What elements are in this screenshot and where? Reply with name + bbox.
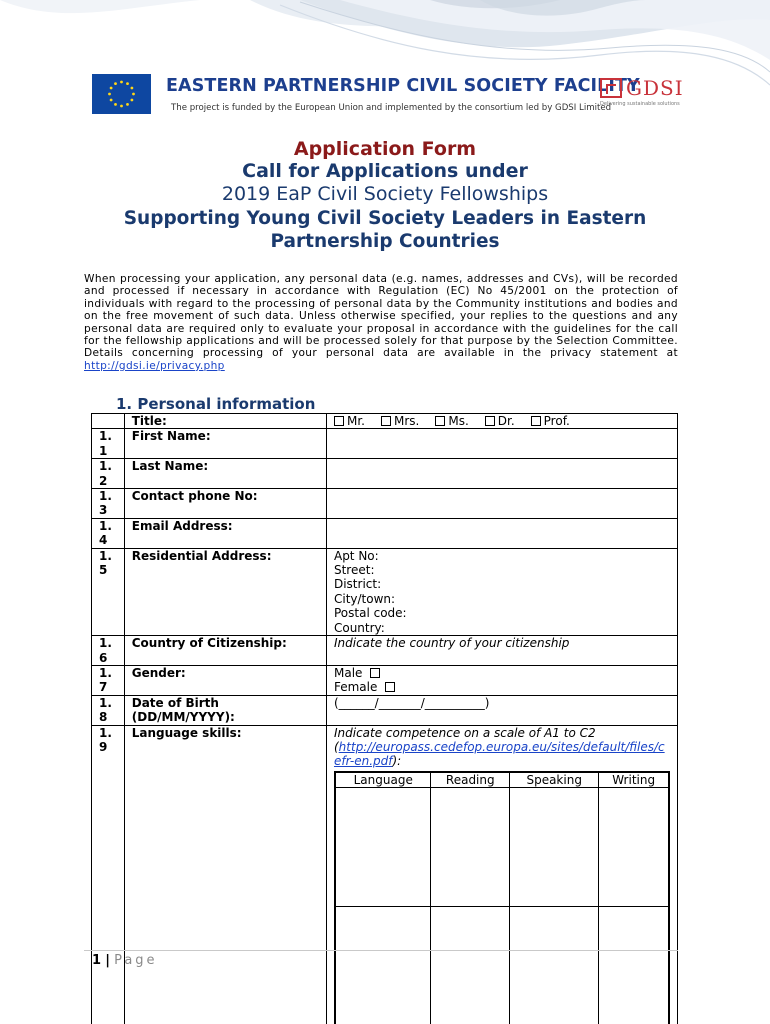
row-number: 1. 3 <box>92 489 125 519</box>
language-cell[interactable] <box>335 788 431 907</box>
table-row <box>92 665 678 695</box>
gender-option-male[interactable]: Male <box>334 666 670 680</box>
table-row <box>92 695 678 725</box>
row-number: 1. 1 <box>92 429 125 459</box>
address-field[interactable] <box>326 548 677 635</box>
table-row <box>92 518 678 548</box>
citizenship-label: Country of Citizenship: <box>124 636 326 666</box>
row-number: 1. 6 <box>92 636 125 666</box>
last-name-label: Last Name: <box>124 459 326 489</box>
privacy-link[interactable]: http://gdsi.ie/privacy.php <box>84 359 225 372</box>
speaking-cell[interactable] <box>510 788 599 907</box>
table-row <box>92 429 678 459</box>
section-heading: 1. Personal information <box>116 395 316 413</box>
reading-cell[interactable] <box>431 907 510 1024</box>
table-row <box>92 725 678 1024</box>
gdsi-logo-text: GDSI <box>626 76 684 100</box>
title-option-mr[interactable]: Mr. <box>334 414 365 428</box>
phone-field[interactable] <box>326 489 677 519</box>
language-row <box>335 907 669 1024</box>
table-row <box>92 459 678 489</box>
language-label: Language skills: <box>124 725 326 1024</box>
language-table-header <box>335 772 669 788</box>
title-label: Title: <box>124 414 326 429</box>
writing-cell[interactable] <box>599 907 669 1024</box>
checkbox-icon[interactable] <box>531 416 541 426</box>
form-title: Application Form <box>293 138 477 160</box>
row-number: 1. 8 <box>92 695 125 725</box>
phone-label: Contact phone No: <box>124 489 326 519</box>
address-label: Residential Address: <box>124 548 326 635</box>
title-option-dr[interactable]: Dr. <box>485 414 515 428</box>
call-title: Call for Applications under <box>242 160 528 182</box>
title-option-ms[interactable]: Ms. <box>435 414 468 428</box>
gdsi-tagline: Delivering sustainable solutions <box>600 101 680 107</box>
address-apt: Apt No: <box>333 548 379 563</box>
column-header-language: Language <box>335 772 431 788</box>
checkbox-icon[interactable] <box>334 416 344 426</box>
language-cell[interactable] <box>335 907 431 1024</box>
language-hint: Indicate competence on a scale of A1 to C2 (http://europass.cedefop.europa.eu/sites/default/files/cefr-en.pdf): <box>333 725 665 769</box>
language-field <box>326 725 677 1024</box>
row-number: 1. 4 <box>92 518 125 548</box>
table-row <box>92 548 678 635</box>
row-number: 1. 2 <box>92 459 125 489</box>
last-name-field[interactable] <box>326 459 677 489</box>
citizenship-field[interactable]: Indicate the country of your citizenship <box>326 636 677 666</box>
privacy-notice-text: When processing your application, any personal data (e.g. names, addresses and CVs), will be recorded and processed if necessary in accordance with Regulation (EC) No 45/2001 on the protection of individuals with regard to the processing of personal data by the Community institutions and bodies and on the free movement of such data. Unless otherwise specified, your replies to the questions and any personal data are required only to evaluate your proposal in accordance with the guidelines for the call for the fellowship applications and will be processed solely for that purpose by the Selection Committee. Details concerning processing of your personal data are available in the privacy statement at <box>84 273 678 360</box>
gender-options <box>326 665 677 695</box>
personal-info-table <box>91 413 678 1024</box>
address-city: City/town: <box>333 591 396 606</box>
gdsi-mark-icon <box>600 78 622 98</box>
table-row <box>92 489 678 519</box>
column-header-reading: Reading <box>431 772 510 788</box>
footer-divider <box>84 950 678 951</box>
row-number: 1. 7 <box>92 665 125 695</box>
dob-label: Date of Birth (DD/MM/YYYY): <box>124 695 326 725</box>
address-street: Street: <box>333 563 375 578</box>
table-row <box>92 636 678 666</box>
privacy-notice <box>84 273 678 372</box>
page-number: 1 <box>92 953 102 968</box>
row-number: 1. 5 <box>92 548 125 635</box>
checkbox-icon[interactable] <box>485 416 495 426</box>
title-option-mrs[interactable]: Mrs. <box>381 414 419 428</box>
column-header-writing: Writing <box>599 772 669 788</box>
checkbox-icon[interactable] <box>381 416 391 426</box>
program-subtitle: Supporting Young Civil Society Leaders in Eastern Partnership Countries <box>123 208 647 252</box>
address-postal-code: Postal code: <box>333 606 407 621</box>
page-separator: | <box>105 953 110 968</box>
address-district: District: <box>333 577 382 592</box>
page-footer <box>92 953 158 968</box>
gender-label: Gender: <box>124 665 326 695</box>
reading-cell[interactable] <box>431 788 510 907</box>
title-options <box>326 414 677 429</box>
table-row <box>92 414 678 429</box>
language-skills-table <box>334 771 670 1024</box>
page-label: Page <box>114 953 158 968</box>
cefr-link[interactable]: http://europass.cedefop.europa.eu/sites/default/files/cefr-en.pdf <box>333 739 665 769</box>
row-number <box>92 414 125 429</box>
checkbox-icon[interactable] <box>435 416 445 426</box>
checkbox-icon[interactable] <box>370 668 380 678</box>
row-number: 1. 9 <box>92 725 125 1024</box>
title-option-prof[interactable]: Prof. <box>531 414 570 428</box>
dob-field[interactable]: (______/_______/__________) <box>326 695 677 725</box>
speaking-cell[interactable] <box>510 907 599 1024</box>
email-label: Email Address: <box>124 518 326 548</box>
gender-option-female[interactable]: Female <box>334 680 670 694</box>
checkbox-icon[interactable] <box>385 682 395 692</box>
column-header-speaking: Speaking <box>510 772 599 788</box>
facility-subtitle: The project is funded by the European Union and implemented by the consortium led by GDSI Limited <box>171 103 612 113</box>
language-row <box>335 788 669 907</box>
first-name-field[interactable] <box>326 429 677 459</box>
eu-flag-icon <box>92 74 151 114</box>
writing-cell[interactable] <box>599 788 669 907</box>
address-country: Country: <box>333 620 385 635</box>
document-titles <box>60 138 710 253</box>
program-title: 2019 EaP Civil Society Fellowships <box>221 183 549 205</box>
email-field[interactable] <box>326 518 677 548</box>
first-name-label: First Name: <box>124 429 326 459</box>
facility-title: EASTERN PARTNERSHIP CIVIL SOCIETY FACILITY <box>166 76 640 96</box>
